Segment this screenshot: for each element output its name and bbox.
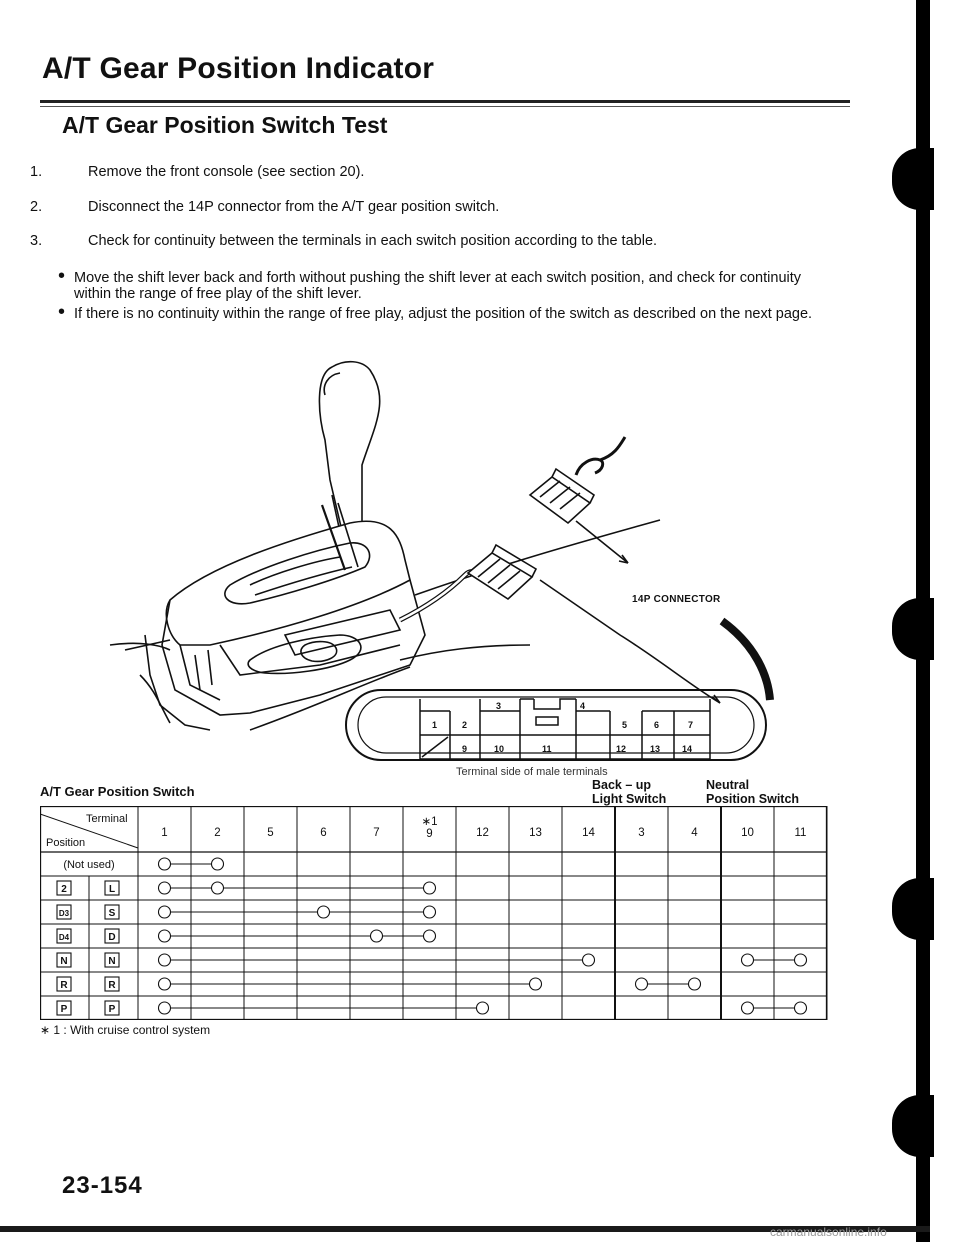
continuity-terminal-dot	[212, 882, 224, 894]
gear-label-b: N	[108, 956, 116, 967]
step-text: Remove the front console (see section 20).	[88, 164, 365, 180]
step-text: Check for continuity between the terminals in each switch position according to the table.	[88, 233, 658, 249]
switch-continuity-terminal-dot	[795, 954, 807, 966]
continuity-terminal-dot	[424, 882, 436, 894]
continuity-terminal-dot	[583, 954, 595, 966]
continuity-terminal-dot	[424, 930, 436, 942]
pin-1: 1	[432, 720, 438, 730]
gear-label-a: R	[60, 980, 68, 991]
bullet-dot: •	[58, 265, 66, 287]
switch-continuity-terminal-dot	[795, 1002, 807, 1014]
terminal-header: 12	[476, 827, 489, 839]
continuity-terminal-dot	[477, 1002, 489, 1014]
gear-label-a: 2	[61, 884, 67, 895]
terminal-header: 14	[582, 827, 595, 839]
continuity-terminal-dot	[159, 882, 171, 894]
table-title: A/T Gear Position Switch	[40, 784, 195, 799]
gear-label-b: L	[108, 884, 116, 895]
terminal-header: 13	[529, 827, 542, 839]
continuity-terminal-dot	[424, 906, 436, 918]
switch-continuity-terminal-dot	[742, 1002, 754, 1014]
gear-label-b: D	[108, 932, 116, 943]
page-title: A/T Gear Position Indicator	[42, 52, 435, 85]
step-number: 3.	[30, 233, 43, 249]
connector-pin-diagram	[410, 697, 730, 767]
corner-position-label: Position	[46, 837, 86, 849]
step-text: Disconnect the 14P connector from the A/T gear position switch.	[88, 199, 500, 215]
terminal-header: 4	[691, 827, 698, 839]
terminal-header: 2	[214, 827, 221, 839]
terminal-header: 10	[741, 827, 754, 839]
bullet-text: Move the shift lever back and forth without pushing the shift lever at each switch position, and check for continuity within the range of free play of the shift lever.	[74, 270, 802, 302]
bullet-dot: •	[58, 301, 66, 323]
continuity-terminal-dot	[159, 954, 171, 966]
pin-5: 5	[622, 720, 628, 730]
pin-12: 12	[616, 744, 627, 754]
switch-continuity-terminal-dot	[636, 978, 648, 990]
terminal-header: 3	[638, 827, 645, 839]
page-tab-marker	[892, 598, 934, 660]
gear-label-b: R	[108, 980, 116, 991]
continuity-terminal-dot	[212, 858, 224, 870]
terminal-header: 11	[794, 827, 807, 839]
pin-10: 10	[494, 744, 505, 754]
terminal-header: 1	[161, 827, 168, 839]
pin-6: 6	[654, 720, 660, 730]
terminal-header: 9	[426, 828, 433, 840]
section-title: A/T Gear Position Switch Test	[62, 112, 388, 138]
continuity-terminal-dot	[159, 978, 171, 990]
gear-label-b: S	[108, 908, 116, 919]
step-number: 1.	[30, 164, 43, 180]
backup-switch-heading: Back – up Light Switch	[592, 778, 667, 806]
neutral-switch-heading: Neutral Position Switch	[706, 778, 800, 806]
title-rule	[40, 100, 850, 103]
pin-4: 4	[580, 701, 586, 711]
corner-terminal-label: Terminal	[86, 813, 128, 825]
gear-label-a: P	[60, 1004, 68, 1015]
continuity-terminal-dot	[530, 978, 542, 990]
pin-13: 13	[650, 744, 661, 754]
connector-label: 14P CONNECTOR	[632, 594, 721, 605]
title-rule-thin	[40, 106, 850, 107]
gear-label-a: D3	[58, 909, 70, 918]
continuity-table	[40, 806, 830, 1020]
page-number: 23-154	[62, 1172, 143, 1199]
gear-label-a: N	[60, 956, 68, 967]
pin-14: 14	[682, 744, 693, 754]
pin-2: 2	[462, 720, 468, 730]
page-tab-marker	[892, 878, 934, 940]
terminal-header: 5	[267, 827, 274, 839]
bullet-text: If there is no continuity within the range of free play, adjust the position of the switch as described on the next page.	[74, 306, 813, 322]
watermark: carmanualsonline.info	[770, 1225, 887, 1239]
switch-continuity-terminal-dot	[742, 954, 754, 966]
pin-3: 3	[496, 701, 502, 711]
footnote: ∗ 1 : With cruise control system	[40, 1023, 211, 1037]
switch-continuity-terminal-dot	[689, 978, 701, 990]
position-label: (Not used)	[63, 859, 115, 871]
pin-9: 9	[462, 744, 468, 754]
continuity-terminal-dot	[159, 858, 171, 870]
continuity-terminal-dot	[159, 930, 171, 942]
page-tab-marker	[892, 1095, 934, 1157]
gear-label-b: P	[108, 1004, 116, 1015]
gear-label-a: D4	[58, 933, 70, 942]
page-tab-marker	[892, 148, 934, 210]
continuity-terminal-dot	[318, 906, 330, 918]
continuity-terminal-dot	[159, 906, 171, 918]
pin-7: 7	[688, 720, 694, 730]
continuity-terminal-dot	[371, 930, 383, 942]
terminal-header: 7	[373, 827, 380, 839]
terminal-header-note: ∗1	[421, 816, 438, 828]
terminal-header: 6	[320, 827, 327, 839]
step-number: 2.	[30, 199, 43, 215]
pin-11: 11	[542, 744, 552, 754]
terminal-side-caption: Terminal side of male terminals	[456, 766, 608, 778]
continuity-terminal-dot	[159, 1002, 171, 1014]
